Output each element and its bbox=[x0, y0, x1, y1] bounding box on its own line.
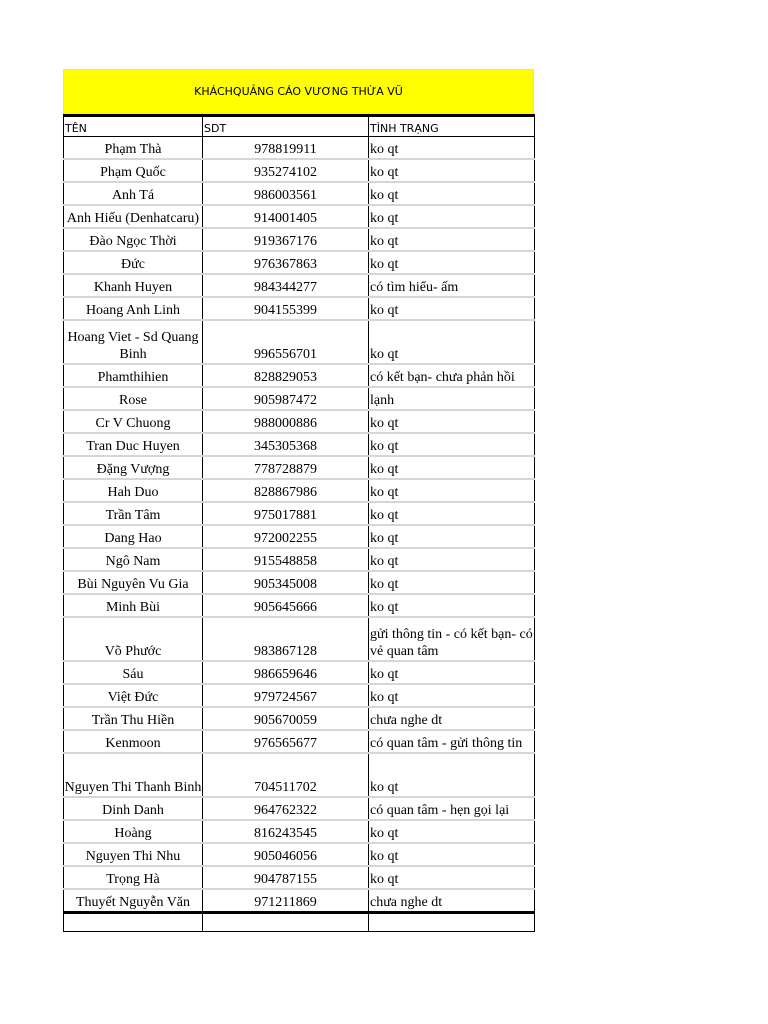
status-cell[interactable]: chưa nghe dt bbox=[369, 889, 535, 913]
name-cell[interactable]: Anh Hiếu (Denhatcaru) bbox=[64, 205, 203, 228]
name-cell[interactable]: Việt Đức bbox=[64, 684, 203, 707]
status-cell[interactable]: ko qt bbox=[369, 548, 535, 571]
sheet-title bbox=[63, 69, 534, 114]
table-row bbox=[64, 753, 535, 797]
name-cell[interactable]: Hoang Anh Linh bbox=[64, 297, 203, 320]
table-row bbox=[64, 571, 535, 594]
phone-cell[interactable]: 935274102 bbox=[203, 159, 369, 182]
table-row bbox=[64, 797, 535, 820]
status-cell[interactable]: ko qt bbox=[369, 866, 535, 889]
status-cell[interactable]: ko qt bbox=[369, 661, 535, 684]
phone-cell[interactable]: 976367863 bbox=[203, 251, 369, 274]
empty-cell[interactable] bbox=[64, 913, 203, 932]
table-row bbox=[64, 320, 535, 364]
status-cell[interactable]: ko qt bbox=[369, 159, 535, 182]
phone-cell[interactable]: 905345008 bbox=[203, 571, 369, 594]
status-cell[interactable]: ko qt bbox=[369, 820, 535, 843]
phone-cell[interactable]: 986659646 bbox=[203, 661, 369, 684]
table-row bbox=[64, 889, 535, 913]
name-cell[interactable]: Minh Bùi bbox=[64, 594, 203, 617]
phone-cell[interactable]: 778728879 bbox=[203, 456, 369, 479]
customer-table bbox=[63, 114, 535, 932]
table-row bbox=[64, 684, 535, 707]
table-row bbox=[64, 182, 535, 205]
table-row bbox=[64, 137, 535, 160]
phone-cell[interactable]: 828829053 bbox=[203, 364, 369, 387]
phone-cell[interactable]: 988000886 bbox=[203, 410, 369, 433]
status-cell[interactable]: có quan tâm - hẹn gọi lại bbox=[369, 797, 535, 820]
table-row bbox=[64, 479, 535, 502]
table-row bbox=[64, 433, 535, 456]
phone-cell[interactable]: 704511702 bbox=[203, 753, 369, 797]
empty-cell[interactable] bbox=[369, 913, 535, 932]
table-row bbox=[64, 274, 535, 297]
table-row bbox=[64, 525, 535, 548]
status-cell[interactable]: lạnh bbox=[369, 387, 535, 410]
status-cell[interactable]: có tìm hiểu- ấm bbox=[369, 274, 535, 297]
table-row bbox=[64, 159, 535, 182]
table-row bbox=[64, 548, 535, 571]
phone-cell[interactable]: 905046056 bbox=[203, 843, 369, 866]
status-cell[interactable]: ko qt bbox=[369, 684, 535, 707]
phone-cell[interactable]: 905987472 bbox=[203, 387, 369, 410]
name-cell[interactable]: Tran Duc Huyen bbox=[64, 433, 203, 456]
table-row bbox=[64, 251, 535, 274]
name-cell[interactable]: Đức bbox=[64, 251, 203, 274]
status-cell[interactable]: ko qt bbox=[369, 410, 535, 433]
phone-cell[interactable]: 983867128 bbox=[203, 617, 369, 661]
header-name: TÊN bbox=[64, 116, 203, 137]
table-row bbox=[64, 297, 535, 320]
phone-cell[interactable]: 828867986 bbox=[203, 479, 369, 502]
phone-cell[interactable]: 904787155 bbox=[203, 866, 369, 889]
status-cell[interactable]: chưa nghe dt bbox=[369, 707, 535, 730]
phone-cell[interactable]: 986003561 bbox=[203, 182, 369, 205]
name-cell[interactable]: Sáu bbox=[64, 661, 203, 684]
status-cell[interactable]: ko qt bbox=[369, 137, 535, 160]
table-row bbox=[64, 617, 535, 661]
header-row bbox=[64, 116, 535, 137]
name-cell[interactable]: Thuyết Nguyễn Văn bbox=[64, 889, 203, 913]
header-status: TÌNH TRẠNG bbox=[369, 116, 535, 137]
status-cell[interactable]: ko qt bbox=[369, 843, 535, 866]
table-body bbox=[64, 116, 535, 932]
table-row bbox=[64, 228, 535, 251]
name-cell[interactable]: Đặng Vượng bbox=[64, 456, 203, 479]
name-cell[interactable]: Phạm Thà bbox=[64, 137, 203, 160]
phone-cell[interactable]: 964762322 bbox=[203, 797, 369, 820]
name-cell[interactable]: Dang Hao bbox=[64, 525, 203, 548]
status-cell[interactable]: gửi thông tin - có kết bạn- có vẻ quan tâm bbox=[369, 617, 535, 661]
table-row bbox=[64, 661, 535, 684]
name-cell[interactable]: Anh Tá bbox=[64, 182, 203, 205]
status-cell[interactable]: ko qt bbox=[369, 502, 535, 525]
table-row bbox=[64, 820, 535, 843]
phone-cell[interactable]: 984344277 bbox=[203, 274, 369, 297]
table-row bbox=[64, 410, 535, 433]
sheet-title-text: KHÁCHQUẢNG CÁO VƯƠNG THỪA VŨ bbox=[194, 85, 403, 98]
status-cell[interactable]: có kết bạn- chưa phản hồi bbox=[369, 364, 535, 387]
name-cell[interactable]: Dinh Danh bbox=[64, 797, 203, 820]
phone-cell[interactable]: 905645666 bbox=[203, 594, 369, 617]
name-cell[interactable]: Trần Tâm bbox=[64, 502, 203, 525]
name-cell[interactable]: Hoang Viet - Sd Quang Binh bbox=[64, 320, 203, 364]
phone-cell[interactable]: 978819911 bbox=[203, 137, 369, 160]
name-cell[interactable]: Khanh Huyen bbox=[64, 274, 203, 297]
phone-cell[interactable]: 979724567 bbox=[203, 684, 369, 707]
name-cell[interactable]: Nguyen Thi Nhu bbox=[64, 843, 203, 866]
status-cell[interactable]: ko qt bbox=[369, 205, 535, 228]
table-row bbox=[64, 843, 535, 866]
phone-cell[interactable]: 972002255 bbox=[203, 525, 369, 548]
empty-cell[interactable] bbox=[203, 913, 369, 932]
name-cell[interactable]: Võ Phước bbox=[64, 617, 203, 661]
table-row bbox=[64, 205, 535, 228]
status-cell[interactable]: ko qt bbox=[369, 433, 535, 456]
name-cell[interactable]: Rose bbox=[64, 387, 203, 410]
table-row bbox=[64, 730, 535, 753]
status-cell[interactable]: ko qt bbox=[369, 594, 535, 617]
table-row bbox=[64, 456, 535, 479]
name-cell[interactable]: Trọng Hà bbox=[64, 866, 203, 889]
spreadsheet bbox=[63, 69, 534, 932]
status-cell[interactable]: ko qt bbox=[369, 251, 535, 274]
status-cell[interactable]: ko qt bbox=[369, 479, 535, 502]
status-cell[interactable]: ko qt bbox=[369, 297, 535, 320]
status-cell[interactable]: ko qt bbox=[369, 753, 535, 797]
table-row bbox=[64, 707, 535, 730]
table-row bbox=[64, 364, 535, 387]
name-cell[interactable]: Kenmoon bbox=[64, 730, 203, 753]
header-phone: SDT bbox=[203, 116, 369, 137]
status-cell[interactable]: ko qt bbox=[369, 456, 535, 479]
phone-cell[interactable]: 816243545 bbox=[203, 820, 369, 843]
name-cell[interactable]: Hoàng bbox=[64, 820, 203, 843]
status-cell[interactable]: ko qt bbox=[369, 525, 535, 548]
phone-cell[interactable]: 915548858 bbox=[203, 548, 369, 571]
status-cell[interactable]: có quan tâm - gửi thông tin bbox=[369, 730, 535, 753]
table-row bbox=[64, 594, 535, 617]
phone-cell[interactable]: 975017881 bbox=[203, 502, 369, 525]
status-cell[interactable]: ko qt bbox=[369, 571, 535, 594]
status-cell[interactable]: ko qt bbox=[369, 228, 535, 251]
table-row bbox=[64, 387, 535, 410]
table-row bbox=[64, 502, 535, 525]
name-cell[interactable]: Hah Duo bbox=[64, 479, 203, 502]
status-cell[interactable]: ko qt bbox=[369, 320, 535, 364]
name-cell[interactable]: Đào Ngọc Thời bbox=[64, 228, 203, 251]
name-cell[interactable]: Phamthihien bbox=[64, 364, 203, 387]
phone-cell[interactable]: 914001405 bbox=[203, 205, 369, 228]
phone-cell[interactable]: 971211869 bbox=[203, 889, 369, 913]
phone-cell[interactable]: 904155399 bbox=[203, 297, 369, 320]
name-cell[interactable]: Cr V Chuong bbox=[64, 410, 203, 433]
phone-cell[interactable]: 345305368 bbox=[203, 433, 369, 456]
status-cell[interactable]: ko qt bbox=[369, 182, 535, 205]
name-cell[interactable]: Bùi Nguyên Vu Gia bbox=[64, 571, 203, 594]
table-row bbox=[64, 866, 535, 889]
name-cell[interactable]: Trần Thu Hiền bbox=[64, 707, 203, 730]
name-cell[interactable]: Phạm Quốc bbox=[64, 159, 203, 182]
phone-cell[interactable]: 905670059 bbox=[203, 707, 369, 730]
name-cell[interactable]: Nguyen Thi Thanh Binh bbox=[64, 753, 203, 797]
phone-cell[interactable]: 919367176 bbox=[203, 228, 369, 251]
empty-row bbox=[64, 913, 535, 932]
phone-cell[interactable]: 996556701 bbox=[203, 320, 369, 364]
phone-cell[interactable]: 976565677 bbox=[203, 730, 369, 753]
name-cell[interactable]: Ngô Nam bbox=[64, 548, 203, 571]
